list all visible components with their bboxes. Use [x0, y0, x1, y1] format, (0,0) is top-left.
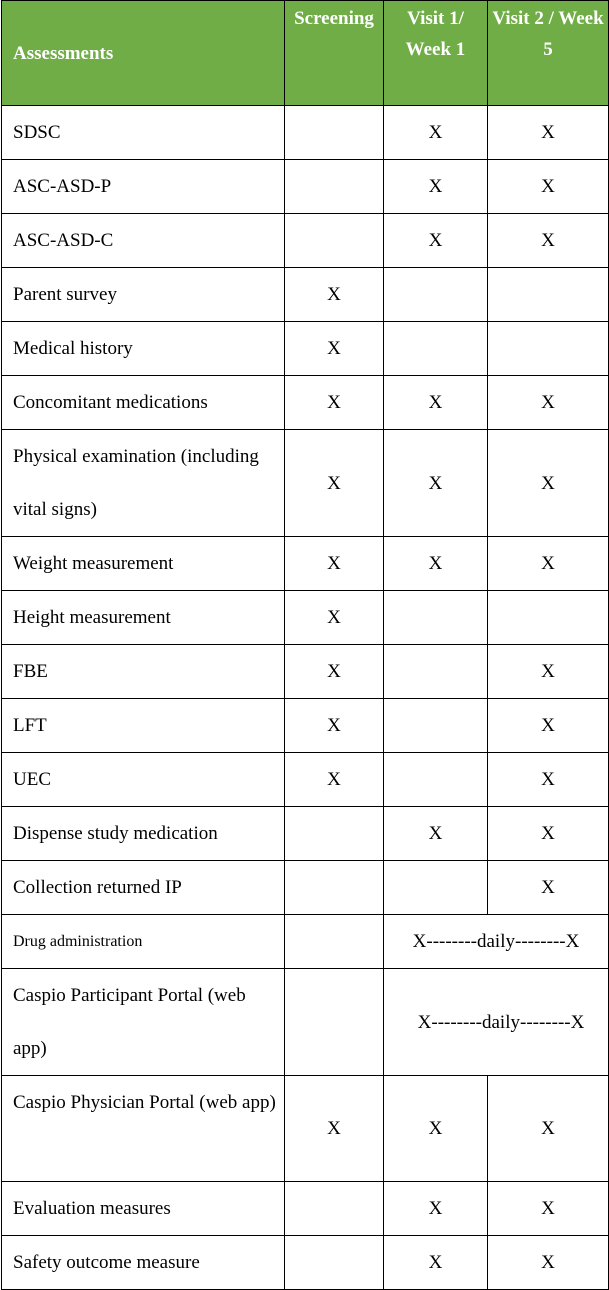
visit-2-cell: X: [488, 807, 609, 861]
table-row: [2, 160, 609, 214]
visit-1-cell: X: [384, 376, 488, 430]
row-label: Safety outcome measure: [2, 1236, 285, 1290]
row-label: ASC-ASD-P: [2, 160, 285, 214]
table-row: [2, 915, 609, 969]
screening-cell: X: [285, 699, 384, 753]
visit-2-cell: X: [488, 214, 609, 268]
visit-2-cell: X: [488, 861, 609, 915]
table-row: [2, 1076, 609, 1182]
header-row: [2, 1, 609, 106]
row-label: Medical history: [2, 322, 285, 376]
header-visit-1: Visit 1/ Week 1: [384, 1, 488, 106]
table-row: [2, 322, 609, 376]
visit-2-cell: X: [488, 1182, 609, 1236]
row-label: LFT: [2, 699, 285, 753]
row-label: Parent survey: [2, 268, 285, 322]
row-label: Caspio Physician Portal (web app): [2, 1076, 285, 1182]
header-screening: Screening: [285, 1, 384, 106]
screening-cell: X: [285, 1076, 384, 1182]
table-row: [2, 969, 609, 1076]
visit-1-cell: [384, 322, 488, 376]
visit-1-cell: [384, 268, 488, 322]
visit-1-cell: [384, 861, 488, 915]
visit-1-cell: [384, 699, 488, 753]
screening-cell: [285, 861, 384, 915]
screening-cell: [285, 106, 384, 160]
row-label: Height measurement: [2, 591, 285, 645]
visit-2-cell: X: [488, 699, 609, 753]
visit-2-cell: X: [488, 430, 609, 537]
screening-cell: X: [285, 322, 384, 376]
screening-cell: [285, 915, 384, 969]
visit-2-cell: X: [488, 753, 609, 807]
table-row: [2, 376, 609, 430]
visit-2-cell: [488, 322, 609, 376]
visit-2-cell: X: [488, 376, 609, 430]
table-row: [2, 106, 609, 160]
visit-1-cell: [384, 753, 488, 807]
screening-cell: X: [285, 430, 384, 537]
visit-1-cell: X: [384, 1076, 488, 1182]
screening-cell: X: [285, 376, 384, 430]
table-row: [2, 1182, 609, 1236]
table-row: [2, 861, 609, 915]
visit-1-cell: X: [384, 807, 488, 861]
visit-1-cell: X: [384, 214, 488, 268]
row-label: Physical examination (including vital signs): [2, 430, 285, 537]
screening-cell: [285, 1236, 384, 1290]
screening-cell: X: [285, 645, 384, 699]
visit-1-cell: X: [384, 1182, 488, 1236]
daily-span-cell: X--------daily--------X: [384, 915, 609, 969]
daily-span-cell: X--------daily--------X: [384, 969, 609, 1076]
visit-1-cell: X: [384, 537, 488, 591]
table-row: [2, 645, 609, 699]
row-label: Concomitant medications: [2, 376, 285, 430]
row-label: Evaluation measures: [2, 1182, 285, 1236]
row-label: Drug administration: [2, 915, 285, 969]
visit-2-cell: [488, 268, 609, 322]
table-row: [2, 699, 609, 753]
row-label: Weight measurement: [2, 537, 285, 591]
row-label: SDSC: [2, 106, 285, 160]
screening-cell: [285, 214, 384, 268]
table-row: [2, 214, 609, 268]
visit-2-cell: X: [488, 106, 609, 160]
visit-1-cell: X: [384, 106, 488, 160]
visit-2-cell: X: [488, 160, 609, 214]
row-label: ASC-ASD-C: [2, 214, 285, 268]
row-label: Caspio Participant Portal (web app): [2, 969, 285, 1076]
assessment-schedule-table: [1, 0, 609, 1290]
visit-2-cell: X: [488, 1236, 609, 1290]
screening-cell: [285, 969, 384, 1076]
table-row: [2, 753, 609, 807]
visit-2-cell: X: [488, 645, 609, 699]
header-visit-2: Visit 2 / Week 5: [488, 1, 609, 106]
header-assessments: Assessments: [2, 1, 285, 106]
row-label: FBE: [2, 645, 285, 699]
row-label: Collection returned IP: [2, 861, 285, 915]
visit-1-cell: X: [384, 160, 488, 214]
table-row: [2, 1236, 609, 1290]
screening-cell: X: [285, 268, 384, 322]
visit-2-cell: [488, 591, 609, 645]
row-label: Dispense study medication: [2, 807, 285, 861]
row-label: UEC: [2, 753, 285, 807]
screening-cell: [285, 160, 384, 214]
visit-1-cell: [384, 591, 488, 645]
table-row: [2, 268, 609, 322]
visit-2-cell: X: [488, 1076, 609, 1182]
screening-cell: [285, 1182, 384, 1236]
table-row: [2, 807, 609, 861]
table-row: [2, 591, 609, 645]
screening-cell: X: [285, 537, 384, 591]
visit-2-cell: X: [488, 537, 609, 591]
visit-1-cell: [384, 645, 488, 699]
table-row: [2, 430, 609, 537]
screening-cell: X: [285, 753, 384, 807]
screening-cell: X: [285, 591, 384, 645]
screening-cell: [285, 807, 384, 861]
visit-1-cell: X: [384, 1236, 488, 1290]
visit-1-cell: X: [384, 430, 488, 537]
table-row: [2, 537, 609, 591]
